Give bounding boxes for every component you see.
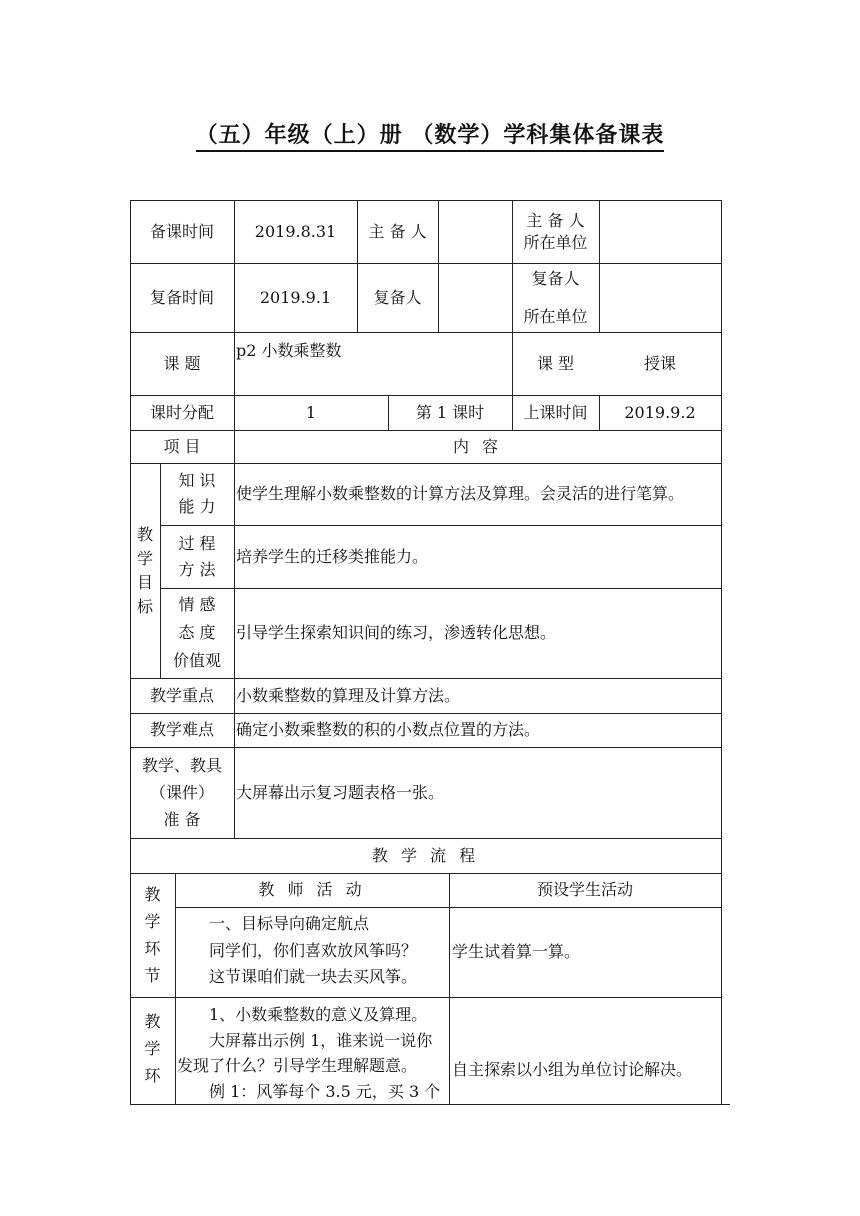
lead-unit-label-line2: 所在单位 [523, 232, 588, 252]
goal-emotion-text: 引导学生探索知识间的练习，渗透转化思想。 [236, 623, 557, 642]
period-value: 第 1 课时 [415, 402, 485, 422]
flow-step-label-char: 教 [144, 885, 161, 904]
student-activity: 学生试着算一算。 [452, 942, 581, 961]
goal-label-line: 过 程 [178, 533, 216, 553]
goals-label-char: 教 [136, 524, 153, 544]
flow-step-label-char: 环 [144, 939, 161, 958]
prep-text: 大屏幕出示复习题表格一张。 [236, 782, 445, 802]
hours-value: 1 [305, 402, 317, 422]
lesson-type-label: 课 型 [536, 353, 575, 373]
goal-label-line: 态 度 [178, 623, 216, 642]
reviewer-unit-value [599, 263, 721, 332]
lead-unit-value [599, 200, 721, 263]
student-activity-header: 预设学生活动 [536, 880, 633, 899]
goal-label-line: 情 感 [178, 595, 216, 614]
key-point-label: 教学重点 [149, 685, 214, 705]
review-time-label: 复备时间 [149, 287, 214, 307]
lead-unit-label-line1: 主 备 人 [526, 210, 585, 230]
teacher-line: 大屏幕出示例 1，谁来说一说你 [209, 1031, 433, 1050]
teacher-line: 1、小数乘整数的意义及算理。 [209, 1005, 428, 1024]
lead-preparer-label: 主 备 人 [368, 221, 427, 241]
reviewer-unit-label-line2: 所在单位 [523, 306, 588, 326]
goal-label-line: 方 法 [178, 559, 216, 579]
prep-label [130, 747, 234, 838]
prep-label-line: （课件） [149, 783, 214, 802]
page-title: （五）年级（上）册 （数学）学科集体备课表 [0, 118, 860, 149]
topic-value: p2 小数乘整数 [236, 341, 342, 360]
flow-step-label [130, 1008, 175, 1104]
teacher-line: 例 1：风筝每个 3.5 元，买 3 个 [209, 1082, 441, 1101]
goal-knowledge-label [160, 463, 234, 525]
lead-preparer-value [438, 200, 512, 263]
goal-label-line: 知 识 [178, 471, 216, 490]
goal-process-text: 培养学生的迁移类推能力。 [236, 546, 429, 566]
flow-step-label [130, 873, 175, 997]
flow-step-label-char: 学 [144, 912, 161, 931]
reviewer-unit-label-line1: 复备人 [531, 268, 580, 288]
item-header: 项 目 [163, 436, 201, 456]
goal-emotion-label [160, 588, 234, 678]
topic-label: 课 题 [163, 353, 201, 373]
prep-label-line: 准 备 [163, 810, 201, 829]
class-time-value: 2019.9.2 [624, 402, 696, 422]
content-header: 内 容 [452, 436, 503, 456]
flow-header: 教 学 流 程 [371, 845, 480, 865]
goal-label-line: 价值观 [172, 651, 221, 670]
flow-step-label-char: 环 [144, 1066, 161, 1085]
flow-step-label-char: 节 [144, 966, 161, 985]
goal-knowledge-text: 使学生理解小数乘整数的计算方法及算理。会灵活的进行笔算。 [236, 484, 685, 503]
reviewer-label: 复备人 [373, 287, 422, 307]
teacher-line: 同学们，你们喜欢放风筝吗？ [209, 941, 418, 960]
goals-label-char: 学 [136, 548, 153, 568]
lesson-type-value: 授课 [643, 353, 676, 373]
reviewer-unit-label [512, 263, 599, 332]
difficulty-text: 确定小数乘整数的积的小数点位置的方法。 [236, 720, 541, 739]
teacher-line: 这节课咱们就一块去买风筝。 [209, 967, 418, 986]
prep-label-line: 教学、教具 [141, 756, 222, 775]
teacher-activity-header: 教 师 活 动 [258, 880, 366, 899]
student-activity: 自主探索以小组为单位讨论解决。 [452, 1060, 693, 1079]
teacher-line: 发现了什么？引导学生理解题意。 [177, 1056, 418, 1075]
flow-step-label-char: 学 [144, 1039, 161, 1058]
lead-unit-label [512, 200, 599, 263]
goal-label-line: 能 力 [178, 497, 216, 516]
key-point-text: 小数乘整数的算理及计算方法。 [236, 685, 461, 705]
reviewer-value [438, 263, 512, 332]
review-time-value: 2019.9.1 [259, 287, 332, 307]
hours-label: 课时分配 [149, 402, 214, 422]
teacher-line: 一、目标导向确定航点 [209, 914, 370, 933]
prep-time-label: 备课时间 [149, 221, 214, 241]
difficulty-label: 教学难点 [149, 720, 214, 739]
goals-label [130, 463, 160, 678]
class-time-label: 上课时间 [523, 402, 588, 422]
flow-step-label-char: 教 [144, 1012, 161, 1031]
goal-process-label [160, 525, 234, 588]
goals-label-char: 标 [136, 596, 153, 616]
prep-time-value: 2019.8.31 [254, 221, 337, 241]
goals-label-char: 目 [136, 572, 153, 592]
